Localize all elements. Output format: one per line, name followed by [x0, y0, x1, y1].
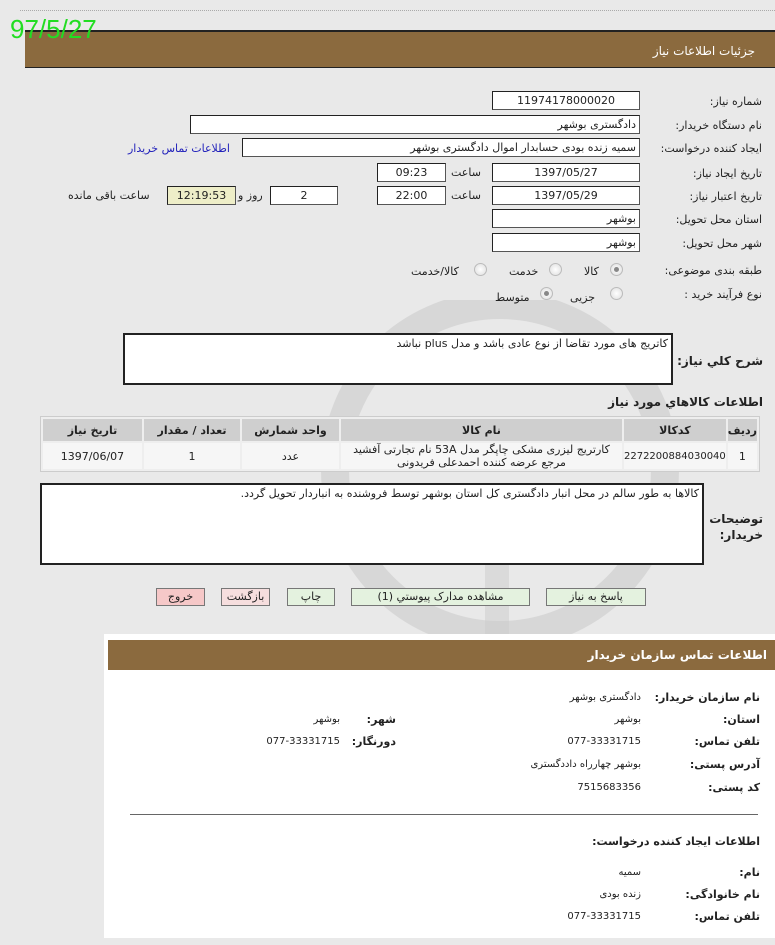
- buyer-notes-textarea[interactable]: کالاها به طور سالم در محل انبار دادگستری کل استان بوشهر توسط فروشنده به انباردار تحویل گردد.: [40, 483, 704, 565]
- creator-label: ایجاد کننده درخواست:: [660, 142, 762, 155]
- cell-name: [340, 442, 623, 470]
- contact-divider: [130, 814, 758, 815]
- goods-table: [40, 416, 760, 472]
- contact-title: اطلاعات تماس سازمان خریدار: [587, 648, 767, 662]
- address-value: بوشهر چهارراه داددگستری: [530, 759, 641, 770]
- created-time-field[interactable]: 09:23: [377, 163, 446, 182]
- item-name: کارتریج لیزری مشکی چاپگر مدل 53A نام تجارتی آفشید: [353, 443, 610, 456]
- city-field[interactable]: بوشهر: [492, 233, 640, 252]
- postal-label: کد پستی:: [708, 781, 760, 794]
- first-name-label: نام:: [739, 866, 760, 879]
- cell-code: 2272200884030040: [623, 442, 727, 470]
- creator-phone-label: تلفن تماس:: [694, 910, 760, 923]
- back-button[interactable]: بازگشت: [221, 588, 270, 606]
- created-date-field[interactable]: 1397/05/27: [492, 163, 640, 182]
- purchase-type-label: نوع فرآیند خرید :: [684, 288, 762, 301]
- category-option-service: خدمت: [509, 265, 539, 278]
- purchase-option-medium: متوسط: [495, 291, 530, 304]
- category-label: طبقه بندی موضوعی:: [664, 264, 762, 277]
- need-number-label: شماره نیاز:: [709, 95, 762, 108]
- goods-section-title: اطلاعات کالاهاي مورد نياز: [608, 395, 763, 409]
- org-label: نام سازمان خریدار:: [654, 691, 760, 704]
- col-header-date: تاریخ نیاز: [42, 418, 143, 442]
- time-remaining-field: 12:19:53: [167, 186, 236, 205]
- validity-date-label: تاریخ اعتبار نیاز:: [689, 190, 762, 203]
- last-name-value: زنده بودی: [599, 889, 641, 900]
- top-divider: [20, 10, 775, 11]
- city-label: شهر محل تحویل:: [682, 237, 762, 250]
- category-option-both: کالا/خدمت: [411, 265, 459, 278]
- date-stamp: 97/5/27: [10, 14, 97, 44]
- cell-date: 1397/06/07: [42, 442, 143, 470]
- view-attachments-button[interactable]: مشاهده مدارک پیوستي (1): [351, 588, 530, 606]
- reply-button[interactable]: پاسخ به نیاز: [546, 588, 646, 606]
- category-option-goods: کالا: [584, 265, 599, 278]
- description-textarea[interactable]: کاتریج های مورد تقاضا از نوع عادی باشد و مدل plus نباشد: [123, 333, 673, 385]
- org-value: دادگستری بوشهر: [569, 692, 641, 703]
- validity-date-field[interactable]: 1397/05/29: [492, 186, 640, 205]
- phone-value: 077-33331715: [567, 736, 641, 747]
- purchase-option-minor: جزیی: [570, 291, 596, 304]
- page-header: [25, 30, 775, 68]
- creator-phone-value: 077-33331715: [567, 911, 641, 922]
- phone-label: تلفن تماس:: [694, 735, 760, 748]
- buyer-name-label: نام دستگاه خریدار:: [675, 119, 762, 132]
- city-label: شهر:: [366, 713, 396, 726]
- fax-label: دورنگار:: [351, 735, 396, 748]
- cell-row: 1: [727, 442, 758, 470]
- cell-qty: 1: [143, 442, 241, 470]
- fax-value: 077-33331715: [266, 736, 340, 747]
- purchase-radio-medium[interactable]: [540, 287, 553, 300]
- creator-section-title: اطلاعات ایجاد کننده درخواست:: [592, 835, 760, 848]
- time-remaining-label: ساعت باقی مانده: [68, 189, 150, 202]
- cell-unit: عدد: [241, 442, 340, 470]
- province-field[interactable]: بوشهر: [492, 209, 640, 228]
- first-name-value: سمیه: [618, 867, 641, 878]
- validity-time-label: ساعت: [451, 189, 481, 202]
- buyer-name-field[interactable]: دادگستری بوشهر: [190, 115, 640, 134]
- address-label: آدرس پستی:: [689, 758, 760, 771]
- postal-value: 7515683356: [577, 782, 641, 793]
- days-remaining-field[interactable]: 2: [270, 186, 338, 205]
- created-date-label: تاریخ ایجاد نیاز:: [692, 167, 762, 180]
- exit-button[interactable]: خروج: [156, 588, 205, 606]
- creator-field[interactable]: سمیه زنده بودی حسابدار اموال دادگستری بوشهر: [242, 138, 640, 157]
- need-number-field[interactable]: 11974178000020: [492, 91, 640, 110]
- buyer-notes-label: توضیحات خریدار:: [709, 512, 763, 542]
- category-radio-goods[interactable]: [610, 263, 623, 276]
- city-value: بوشهر: [313, 714, 340, 725]
- page-title: جزئیات اطلاعات نیاز: [652, 44, 755, 58]
- buyer-contact-link[interactable]: اطلاعات تماس خریدار: [128, 142, 230, 155]
- col-header-code: کدکالا: [623, 418, 727, 442]
- days-label: روز و: [238, 189, 263, 202]
- province-label: استان محل تحویل:: [675, 213, 762, 226]
- category-radio-service[interactable]: [549, 263, 562, 276]
- validity-time-field[interactable]: 22:00: [377, 186, 446, 205]
- col-header-row: ردیف: [727, 418, 758, 442]
- print-button[interactable]: چاپ: [287, 588, 335, 606]
- province-value: بوشهر: [614, 714, 641, 725]
- created-time-label: ساعت: [451, 166, 481, 179]
- province-label: استان:: [723, 713, 760, 726]
- table-row: [42, 442, 758, 470]
- description-label: شرح کلي نياز:: [677, 354, 763, 368]
- item-supplier: مرجع عرضه کننده احمدعلی فریدونی: [397, 456, 566, 469]
- last-name-label: نام خانوادگی:: [685, 888, 760, 901]
- col-header-qty: تعداد / مقدار: [143, 418, 241, 442]
- col-header-name: نام کالا: [340, 418, 623, 442]
- col-header-unit: واحد شمارش: [241, 418, 340, 442]
- buyer-contact-panel: [104, 634, 775, 938]
- category-radio-both[interactable]: [474, 263, 487, 276]
- purchase-radio-minor[interactable]: [610, 287, 623, 300]
- contact-header: [108, 640, 775, 670]
